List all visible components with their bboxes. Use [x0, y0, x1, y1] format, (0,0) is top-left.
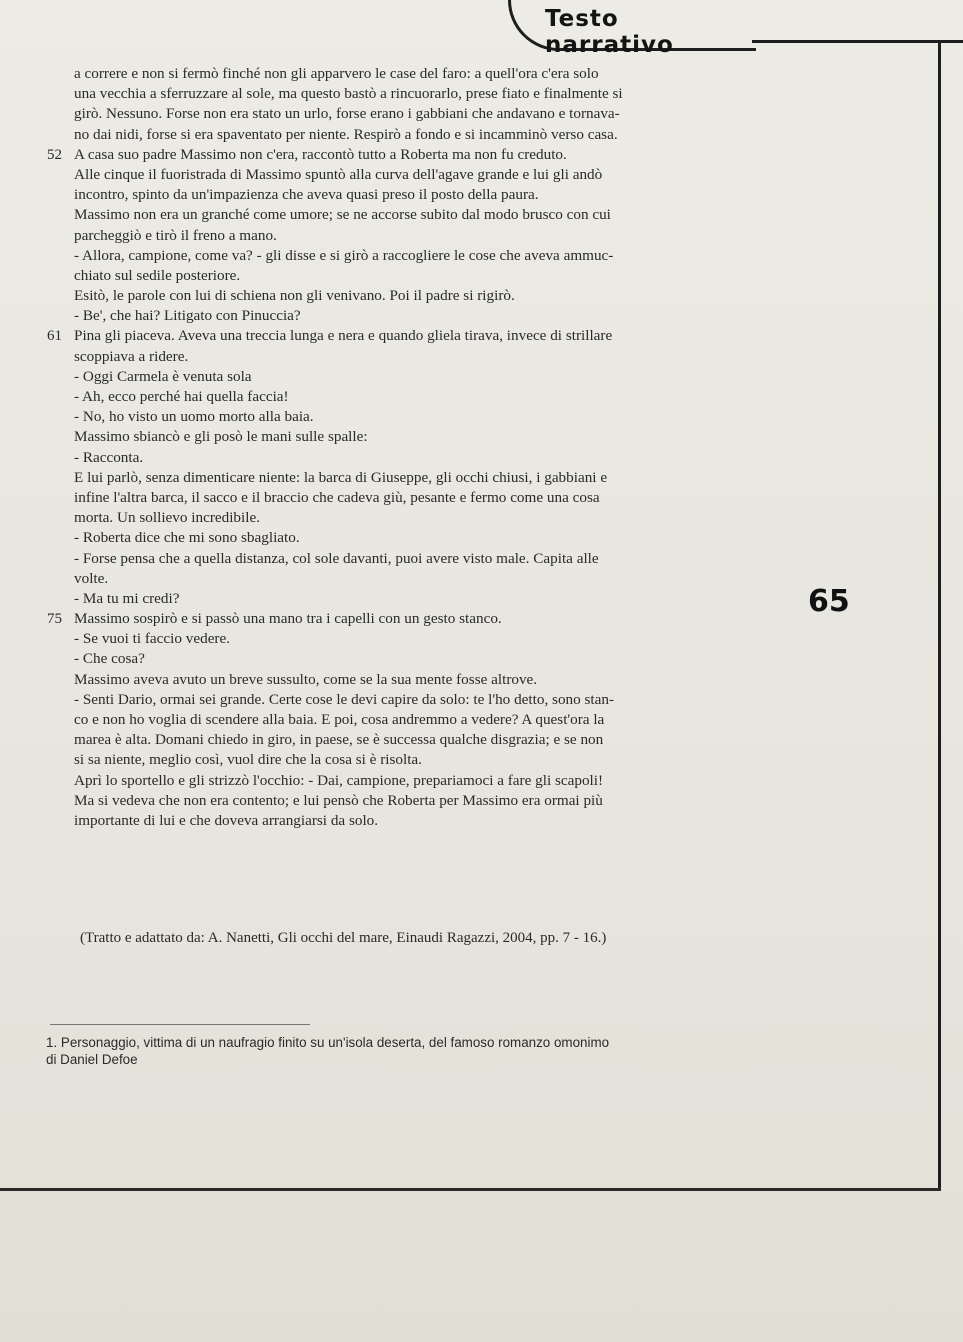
line-text: Aprì lo sportello e gli strizzò l'occhio: - Dai, campione, prepariamoci a fare gli scapoli!: [74, 771, 604, 789]
text-line: [0, 589, 790, 609]
text-line: [0, 730, 790, 750]
footnote-rule: [50, 1024, 310, 1025]
line-text: morta. Un sollievo incredibile.: [74, 509, 261, 527]
text-line: [0, 448, 790, 468]
text-line: [0, 750, 790, 770]
line-text: E lui parlò, senza dimenticare niente: la barca di Giuseppe, gli occhi chiusi, i gabbiani e: [74, 468, 608, 486]
text-line: [0, 670, 790, 690]
line-text: Massimo sospirò e si passò una mano tra i capelli con un gesto stanco.: [74, 610, 502, 628]
text-line: [0, 649, 790, 669]
line-text: co e non ho voglia di scendere alla baia. E poi, cosa andremmo a vedere? A quest'ora la: [74, 711, 605, 728]
line-text: importante di lui e che doveva arrangiarsi da solo.: [74, 811, 379, 829]
line-text: scoppiava a ridere.: [74, 347, 189, 365]
line-text: Alle cinque il fuoristrada di Massimo spuntò alla curva dell'agave grande e lui gli andò: [74, 165, 603, 183]
line-text: - Racconta.: [74, 448, 144, 466]
line-text: - Allora, campione, come va? - gli disse e si girò a raccogliere le cose che aveva ammuc-: [74, 246, 614, 264]
line-text: - Oggi Carmela è venuta sola: [74, 367, 252, 385]
text-line: [0, 246, 790, 266]
line-text: girò. Nessuno. Forse non era stato un urlo, forse erano i gabbiani che andavano e tornava-: [74, 105, 620, 123]
text-line: [0, 165, 790, 185]
text-line: [0, 427, 790, 447]
narrative-text: [0, 64, 790, 831]
text-line: [0, 286, 790, 306]
text-line: [0, 710, 790, 730]
footnote-line: di Daniel Defoe: [46, 1052, 138, 1067]
line-text: - Ah, ecco perché hai quella faccia!: [74, 388, 289, 405]
text-line: [0, 629, 790, 649]
footnote-line: 1. Personaggio, vittima di un naufragio finito su un'isola deserta, del famoso romanzo omonimo: [46, 1035, 610, 1050]
line-text: - Roberta dice che mi sono sbagliato.: [74, 529, 300, 547]
line-number: 61: [47, 328, 62, 345]
text-line: [0, 690, 790, 710]
line-text: Massimo aveva avuto un breve sussulto, come se la sua mente fosse altrove.: [74, 670, 538, 688]
line-text: volte.: [74, 569, 109, 587]
line-text: - Senti Dario, ormai sei grande. Certe cose le devi capire da solo: te l'ho detto, sono stan-: [74, 690, 615, 708]
text-line: [0, 125, 790, 145]
text-line: [0, 811, 790, 831]
line-text: si sa niente, meglio così, vuol dire che la cosa si è risolta.: [74, 751, 422, 769]
line-text: - Che cosa?: [74, 650, 145, 668]
text-line: [0, 205, 790, 225]
line-text: incontro, spinto da un'impazienza che aveva quasi preso il posto della paura.: [74, 186, 539, 204]
text-line: [0, 508, 790, 528]
text-line: [0, 347, 790, 367]
line-text: - Forse pensa che a quella distanza, col sole davanti, puoi avere visto male. Capita alle: [74, 549, 599, 567]
text-line: [0, 791, 790, 811]
line-text: marea è alta. Domani chiedo in giro, in paese, se è successa qualche disgrazia; e se non: [74, 731, 604, 749]
text-line: [0, 367, 790, 387]
line-text: parcheggiò e tirò il freno a mano.: [74, 226, 277, 244]
text-line: [0, 104, 790, 124]
line-text: Esitò, le parole con lui di schiena non gli venivano. Poi il padre si rigirò.: [74, 287, 515, 305]
text-line: [0, 407, 790, 427]
text-line: [0, 326, 790, 346]
header-rule: [752, 40, 963, 43]
line-text: chiato sul sedile posteriore.: [74, 266, 241, 284]
text-line: [0, 569, 790, 589]
text-line: [0, 488, 790, 508]
line-text: una vecchia a sferruzzare al sole, ma questo bastò a rincuorarlo, prese fiato e finalmente si: [74, 85, 623, 103]
text-line: [0, 84, 790, 104]
line-text: Ma si vedeva che non era contento; e lui pensò che Roberta per Massimo era ormai più: [74, 791, 603, 809]
line-number: 75: [47, 611, 62, 628]
right-margin-rule: [938, 40, 941, 1190]
line-text: Massimo sbiancò e gli posò le mani sulle spalle:: [74, 428, 368, 446]
text-line: [0, 226, 790, 246]
line-text: - Se vuoi ti faccio vedere.: [74, 630, 231, 648]
section-title: Testo narrativo: [545, 6, 674, 58]
text-line: [0, 609, 790, 629]
text-line: [0, 306, 790, 326]
text-line: [0, 528, 790, 548]
line-text: - Ma tu mi credi?: [74, 589, 180, 607]
line-text: a correre e non si fermò finché non gli apparvero le case del faro: a quell'ora c'era solo: [74, 65, 599, 82]
text-line: [0, 468, 790, 488]
page-number: 65: [808, 584, 850, 619]
line-text: Pina gli piaceva. Aveva una treccia lunga e nera e quando gliela tirava, invece di strillare: [74, 327, 613, 345]
text-line: [0, 549, 790, 569]
source-citation: (Tratto e adattato da: A. Nanetti, Gli occhi del mare, Einaudi Ragazzi, 2004, pp. 7 - 16.): [80, 930, 607, 946]
text-line: [0, 145, 790, 165]
line-text: - No, ho visto un uomo morto alla baia.: [74, 408, 314, 426]
line-text: no dai nidi, forse si era spaventato per niente. Respirò a fondo e si incamminò verso casa.: [74, 125, 618, 143]
text-line: [0, 64, 790, 84]
line-text: - Be', che hai? Litigato con Pinuccia?: [74, 307, 301, 325]
text-line: [0, 387, 790, 407]
line-text: Massimo non era un granché come umore; se ne accorse subito dal modo brusco con cui: [74, 206, 611, 224]
bottom-rule: [0, 1188, 941, 1191]
line-text: A casa suo padre Massimo non c'era, raccontò tutto a Roberta ma non fu creduto.: [74, 145, 567, 163]
text-line: [0, 266, 790, 286]
line-number: 52: [47, 146, 62, 163]
text-line: [0, 771, 790, 791]
footnote: [46, 1034, 846, 1068]
line-text: infine l'altra barca, il sacco e il braccio che cadeva giù, pesante e fermo come una cosa: [74, 488, 600, 506]
text-line: [0, 185, 790, 205]
